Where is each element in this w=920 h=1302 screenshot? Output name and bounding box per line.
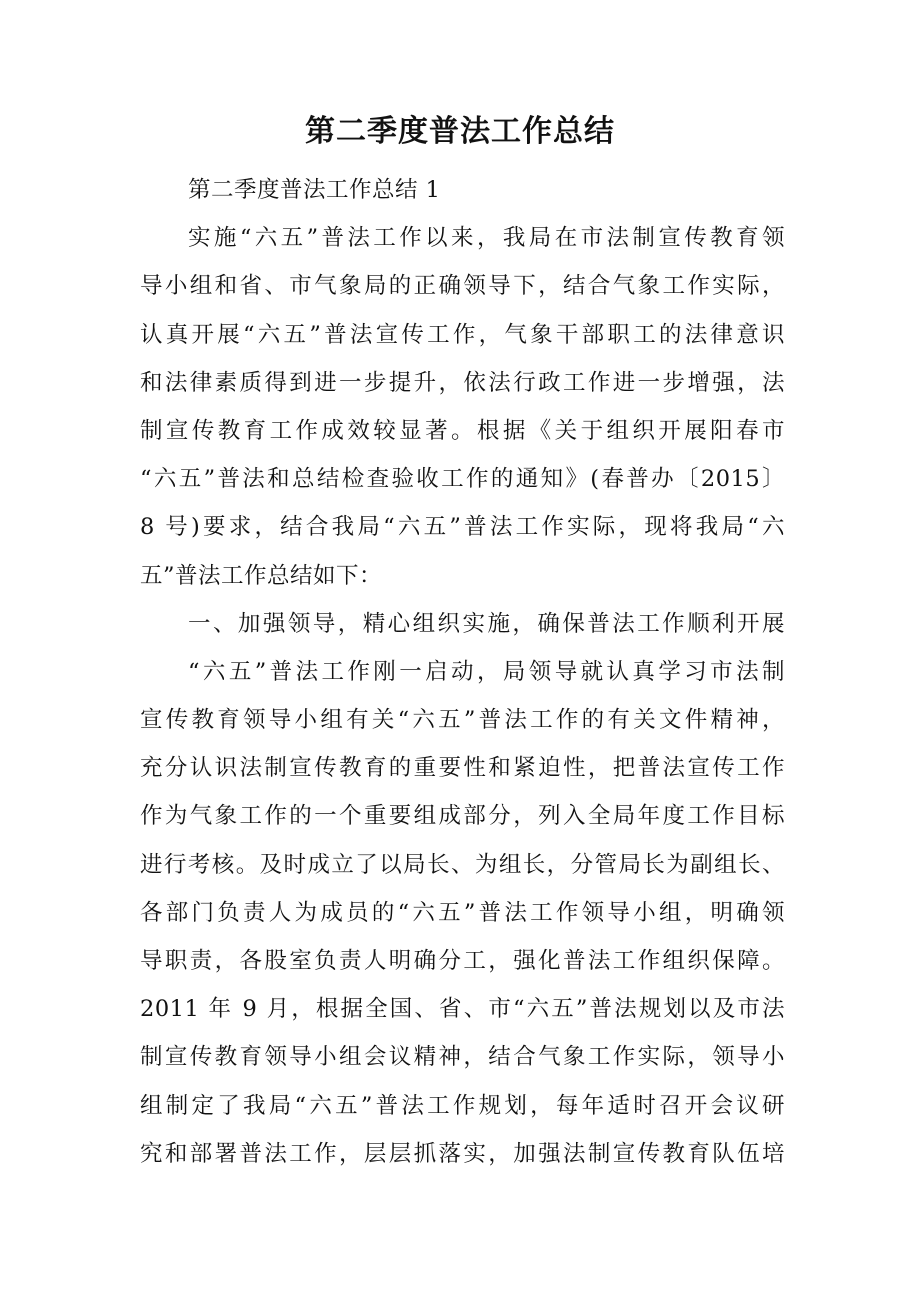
body-line: 作为气象工作的一个重要组成部分，列入全局年度工作目标 [140,803,785,830]
body-line: 五”普法工作总结如下： [140,562,383,589]
document-body [140,166,785,1178]
body-line: 制宣传教育工作成效较显著。根据《关于组织开展阳春市 [140,417,785,444]
document-title: 第二季度普法工作总结 [305,114,615,149]
body-line: 8 号)要求，结合我局“六五”普法工作实际，现将我局“六 [140,514,785,541]
body-line: 究和部署普法工作，层层抓落实，加强法制宣传教育队伍培 [140,1140,785,1167]
body-line: 导小组和省、市气象局的正确领导下，结合气象工作实际， [140,273,785,300]
body-line: 充分认识法制宣传教育的重要性和紧迫性，把普法宣传工作 [140,755,785,782]
body-line: 各部门负责人为成员的“六五”普法工作领导小组，明确领 [140,899,785,926]
body-line: 和法律素质得到进一步提升，依法行政工作进一步增强，法 [140,369,785,396]
body-line: 2011 年 9 月，根据全国、省、市“六五”普法规划以及市法 [140,996,785,1023]
body-line: “六五”普法工作刚一启动，局领导就认真学习市法制 [188,658,785,685]
body-line: 制宣传教育领导小组会议精神，结合气象工作实际，领导小 [140,1044,785,1071]
body-line: 一、加强领导，精心组织实施，确保普法工作顺利开展 [188,610,785,637]
body-line: 第二季度普法工作总结 1 [188,177,441,203]
body-line: 组制定了我局“六五”普法工作规划，每年适时召开会议研 [140,1092,785,1119]
body-line: 实施“六五”普法工作以来，我局在市法制宣传教育领 [188,225,785,252]
body-line: 认真开展“六五”普法宣传工作，气象干部职工的法律意识 [140,321,785,348]
body-line: “六五”普法和总结检查验收工作的通知》(春普办〔2015〕 [140,466,785,493]
body-line: 宣传教育领导小组有关“六五”普法工作的有关文件精神， [140,707,785,734]
body-line: 导职责，各股室负责人明确分工，强化普法工作组织保障。 [140,948,785,974]
body-line: 进行考核。及时成立了以局长、为组长，分管局长为副组长、 [140,851,785,878]
